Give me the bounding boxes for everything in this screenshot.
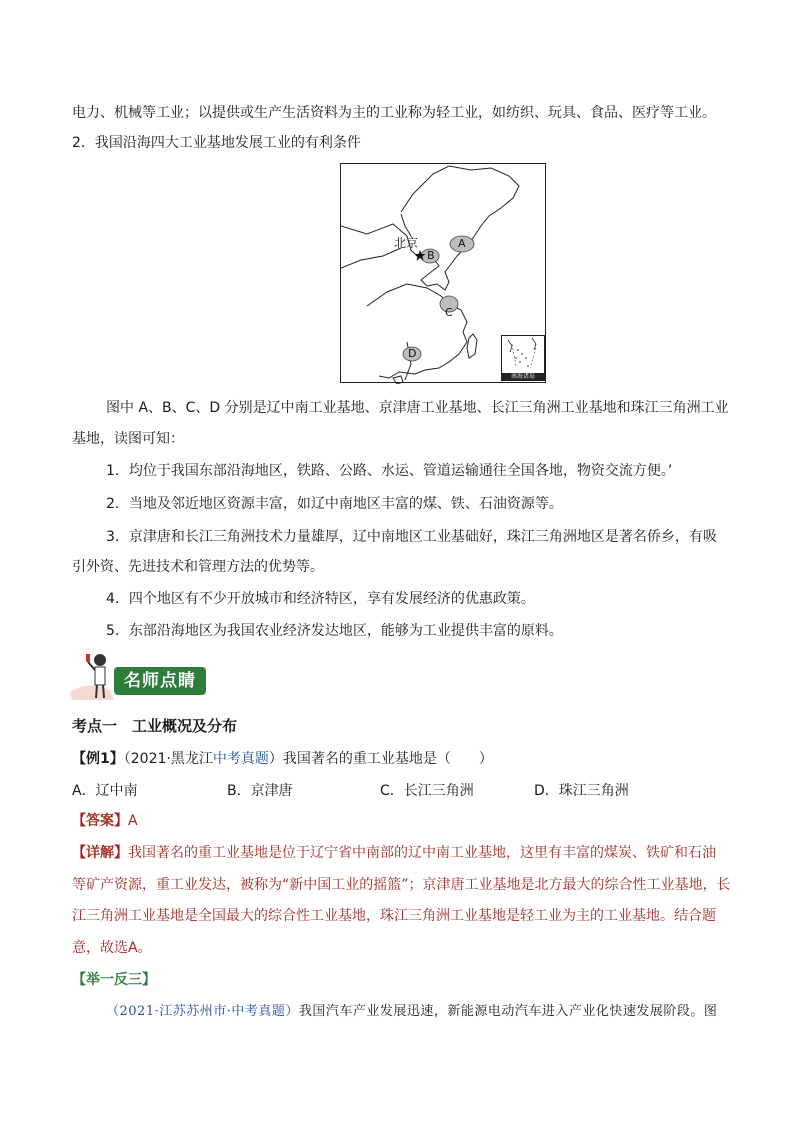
example-source-close: ） — [268, 751, 283, 767]
section-title: 2．我国沿海四大工业基地发展工业的有利条件 — [72, 135, 361, 151]
detail-text: 我国著名的重工业基地是位于辽宁省中南部的辽中南工业基地，这里有丰富的煤炭、铁矿和石油 — [128, 845, 716, 861]
condition-item: 1．均位于我国东部沿海地区，铁路、公路、水运、管道运输通往全国各地，物资交流方便。’ — [106, 463, 673, 479]
example-question-text: 我国著名的重工业基地是（ ） — [282, 751, 493, 767]
condition-item-cont: 引外资、先进技术和管理方法的优势等。 — [72, 559, 324, 575]
south-china-sea-inset — [501, 335, 545, 381]
example-source-highlight: 中考真题 — [212, 751, 269, 767]
industrial-base-map — [340, 163, 546, 383]
option-a: A．辽中南 — [72, 783, 138, 799]
map-caption-1: 图中 A、B、C、D 分别是辽中南工业基地、京津唐工业基地、长江三角洲工业基地和珠江三角洲工业 — [106, 400, 729, 416]
example-question — [72, 749, 493, 769]
answer-tag: 【答案】 — [72, 813, 128, 829]
condition-item: 2．当地及邻近地区资源丰富，如辽中南地区丰富的煤、铁、石油资源等。 — [106, 496, 563, 512]
example-tag: 【例1】 — [72, 751, 124, 767]
option-c: C．长江三角洲 — [380, 783, 474, 799]
inset-outline — [502, 336, 544, 372]
map-label-d: D — [408, 347, 417, 360]
map-label-b: B — [427, 249, 435, 262]
answer-value: A — [128, 813, 138, 829]
practice-text: 我国汽车产业发展迅速，新能源电动汽车进入产业化快速发展阶段。图 — [298, 1004, 718, 1019]
beijing-label: 北京 — [394, 236, 419, 250]
detail-line — [72, 843, 716, 863]
answer-line — [72, 811, 138, 831]
teacher-tips-banner — [66, 650, 206, 702]
detail-line: 意，故选A。 — [72, 940, 152, 956]
detail-line: 江三角洲工业基地是全国最大的综合性工业基地，珠江三角洲工业基地是轻工业为主的工业基地。结合题 — [72, 908, 716, 924]
map-label-a: A — [458, 237, 466, 250]
option-b: B．京津唐 — [227, 783, 293, 799]
example-source-open: （2021·黑龙江 — [123, 751, 213, 767]
practice-source: （2021·江苏苏州市·中考真题） — [106, 1004, 299, 1019]
map-caption-2: 基地，读图可知： — [72, 431, 184, 447]
detail-tag: 【详解】 — [72, 845, 128, 861]
map-label-c: C — [445, 306, 453, 319]
inset-label: 南海诸岛 — [502, 373, 544, 380]
practice-tag: 【举一反三】 — [72, 972, 156, 988]
practice-question — [106, 1002, 717, 1022]
banner-title: 名师点睛 — [114, 667, 206, 695]
kaodian-heading: 考点一 工业概况及分布 — [72, 717, 238, 735]
condition-item: 4．四个地区有不少开放城市和经济特区，享有发展经济的优惠政策。 — [106, 591, 535, 607]
option-d: D．珠江三角洲 — [534, 783, 629, 799]
condition-item: 3．京津唐和长江三角洲技术力量雄厚，辽中南地区工业基础好，珠江三角洲地区是著名侨乡，有吸 — [106, 529, 717, 545]
condition-item: 5．东部沿海地区为我国农业经济发达地区，能够为工业提供丰富的原料。 — [106, 623, 563, 639]
detail-line: 等矿产资源，重工业发达，被称为“新中国工业的摇篮”；京津唐工业基地是北方最大的综合性工业基地，长 — [72, 877, 731, 893]
intro-tail: 电力、机械等工业；以提供或生产生活资料为主的工业称为轻工业，如纺织、玩具、食品、医疗等工业。 — [72, 105, 716, 121]
